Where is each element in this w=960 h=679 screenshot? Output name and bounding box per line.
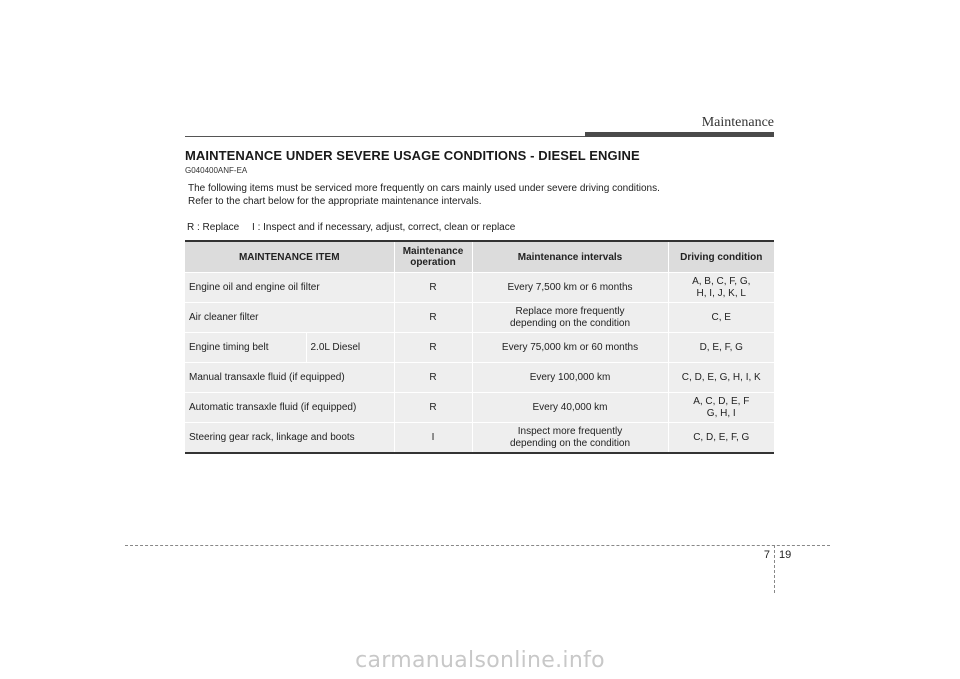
- row-interval-line-2: depending on the condition: [509, 317, 631, 329]
- row-interval: Every 75,000 km or 60 months: [472, 333, 668, 363]
- row-item: Engine oil and engine oil filter: [185, 273, 394, 303]
- row-item: Engine timing belt: [185, 333, 306, 363]
- row-interval: Every 100,000 km: [472, 363, 668, 393]
- table-row: [185, 423, 774, 454]
- header-maintenance-operation: [394, 241, 472, 273]
- document-code: G040400ANF-EA: [185, 166, 248, 175]
- table-row: [185, 303, 774, 333]
- row-item: Automatic transaxle fluid (if equipped): [185, 393, 394, 423]
- section-header: Maintenance: [701, 115, 774, 130]
- table-row: [185, 393, 774, 423]
- watermark: carmanualsonline.info: [355, 648, 605, 673]
- table-header-row: [185, 241, 774, 273]
- row-interval-line-2: depending on the condition: [509, 437, 631, 449]
- table-row: [185, 273, 774, 303]
- page-title: MAINTENANCE UNDER SEVERE USAGE CONDITIONS - DIESEL ENGINE: [185, 148, 640, 163]
- row-condition-line-1: A, C, D, E, F: [693, 395, 750, 407]
- intro-line-2: Refer to the chart below for the appropriate maintenance intervals.: [188, 196, 482, 207]
- footer-dashed-rule: [125, 545, 830, 546]
- row-condition-line-2: H, I, J, K, L: [696, 287, 746, 299]
- header-maintenance-item: MAINTENANCE ITEM: [185, 241, 394, 273]
- header-rule-thick: [585, 132, 774, 137]
- header-operation-line-2: operation: [410, 257, 456, 268]
- row-interval: Every 7,500 km or 6 months: [472, 273, 668, 303]
- row-condition: [668, 393, 774, 423]
- header-maintenance-intervals: Maintenance intervals: [472, 241, 668, 273]
- row-operation: I: [394, 423, 472, 454]
- row-operation: R: [394, 303, 472, 333]
- row-condition: D, E, F, G: [668, 333, 774, 363]
- header-rule-thin: [185, 136, 585, 137]
- row-operation: R: [394, 333, 472, 363]
- page-number: 19: [779, 549, 792, 561]
- row-interval-line-1: Replace more frequently: [515, 305, 625, 317]
- row-interval: [472, 303, 668, 333]
- legend: [187, 222, 525, 233]
- row-condition: C, E: [668, 303, 774, 333]
- row-condition-line-2: G, H, I: [706, 407, 736, 419]
- maintenance-table: [185, 240, 774, 454]
- header-driving-condition: Driving condition: [668, 241, 774, 273]
- table-row: [185, 363, 774, 393]
- row-condition: [668, 273, 774, 303]
- row-item: Manual transaxle fluid (if equipped): [185, 363, 394, 393]
- intro-line-1: The following items must be serviced more frequently on cars mainly used under severe driving conditions.: [188, 183, 660, 194]
- footer-dashed-divider: [774, 545, 775, 593]
- row-interval: Every 40,000 km: [472, 393, 668, 423]
- row-sub-item: 2.0L Diesel: [306, 333, 394, 363]
- row-condition: C, D, E, G, H, I, K: [668, 363, 774, 393]
- row-operation: R: [394, 363, 472, 393]
- legend-replace: R : Replace: [187, 222, 240, 233]
- chapter-number: 7: [763, 549, 770, 561]
- row-condition: C, D, E, F, G: [668, 423, 774, 454]
- legend-inspect: I : Inspect and if necessary, adjust, correct, clean or replace: [252, 222, 516, 233]
- row-interval: [472, 423, 668, 454]
- row-item: Steering gear rack, linkage and boots: [185, 423, 394, 454]
- row-interval-line-1: Inspect more frequently: [517, 425, 623, 437]
- intro-text: [188, 182, 660, 208]
- row-item: Air cleaner filter: [185, 303, 394, 333]
- row-condition-line-1: A, B, C, F, G,: [692, 275, 751, 287]
- row-operation: R: [394, 273, 472, 303]
- table-row: [185, 333, 774, 363]
- header-operation-line-1: Maintenance: [402, 246, 464, 257]
- row-operation: R: [394, 393, 472, 423]
